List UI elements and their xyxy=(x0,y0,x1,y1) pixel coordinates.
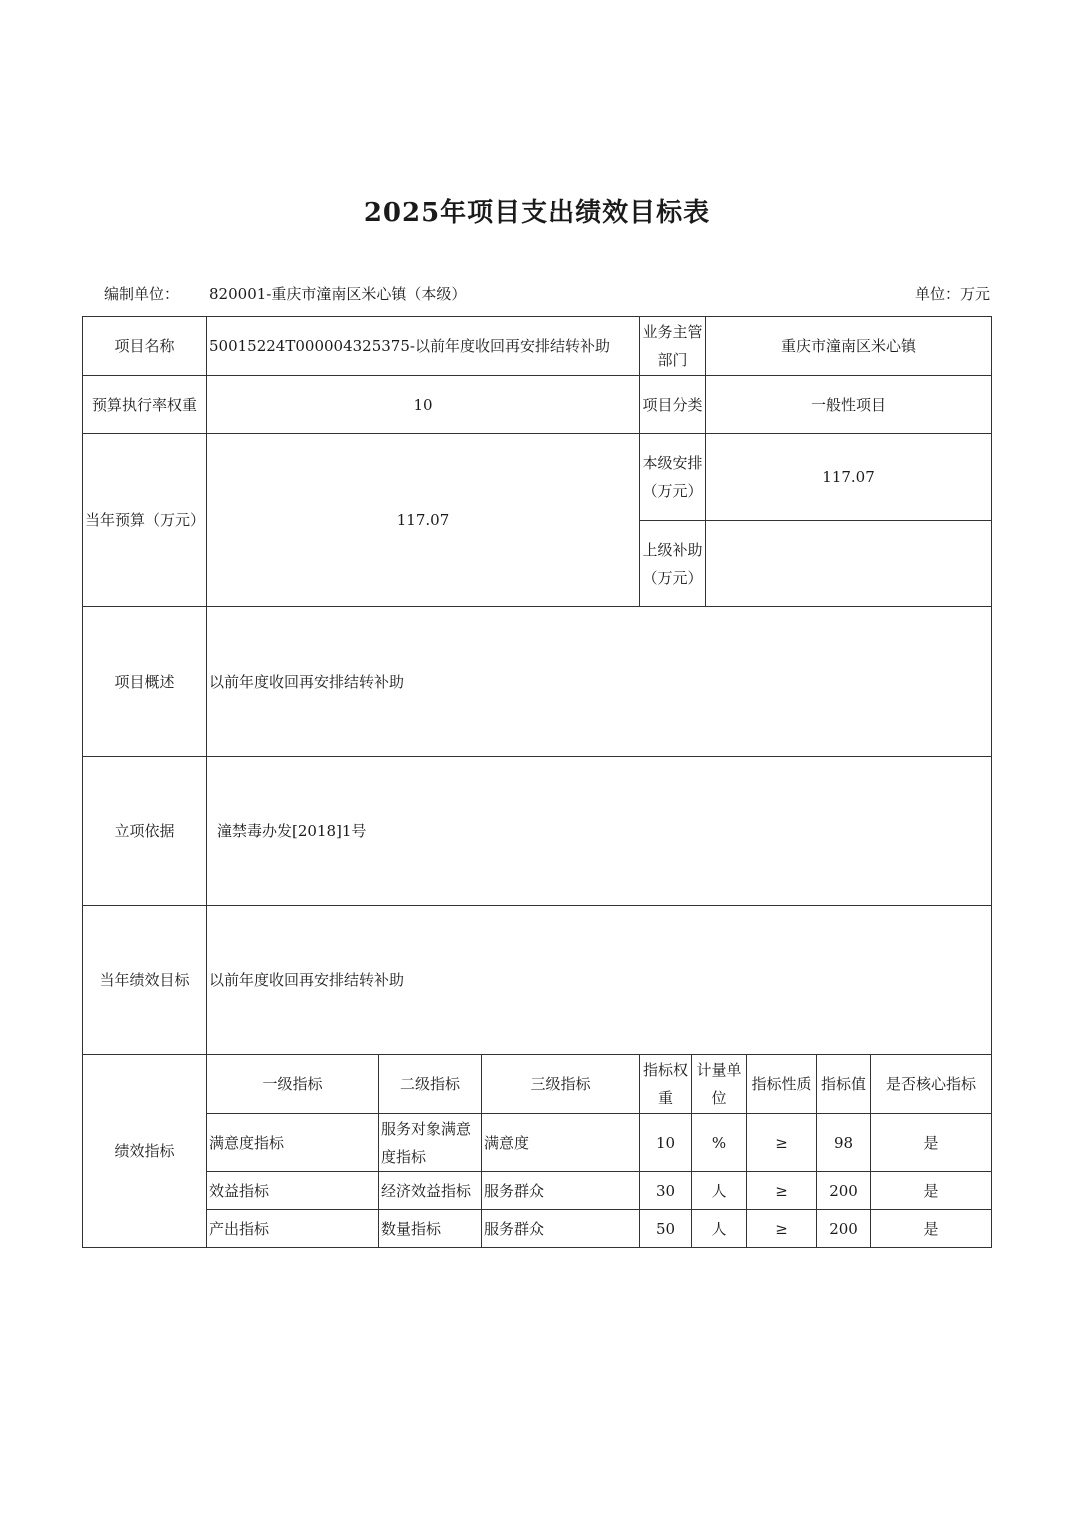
upper-label: 上级补助（万元） xyxy=(640,521,706,607)
performance-table xyxy=(82,316,992,1248)
org-value: 820001-重庆市潼南区米心镇（本级） xyxy=(209,285,467,303)
column-header: 指标性质 xyxy=(747,1055,817,1114)
indicator-header-row xyxy=(83,1055,992,1114)
table-cell: ≥ xyxy=(747,1172,817,1210)
table-cell: 经济效益指标 xyxy=(379,1172,482,1210)
table-cell: 效益指标 xyxy=(207,1172,379,1210)
weight-label: 预算执行率权重 xyxy=(83,376,207,434)
table-cell: 产出指标 xyxy=(207,1210,379,1248)
local-value: 117.07 xyxy=(706,434,992,521)
category-value: 一般性项目 xyxy=(706,376,992,434)
table-cell: 50 xyxy=(640,1210,692,1248)
local-label: 本级安排（万元） xyxy=(640,434,706,521)
table-cell: 满意度 xyxy=(482,1114,640,1172)
table-cell: 人 xyxy=(692,1172,747,1210)
org-label: 编制单位： xyxy=(104,285,180,303)
weight-value: 10 xyxy=(207,376,640,434)
indicators-label: 绩效指标 xyxy=(83,1055,207,1248)
basis-label: 立项依据 xyxy=(83,757,207,906)
table-cell: 200 xyxy=(817,1210,871,1248)
table-row xyxy=(83,1172,992,1210)
table-cell: ≥ xyxy=(747,1210,817,1248)
column-header: 三级指标 xyxy=(482,1055,640,1114)
org-info xyxy=(104,283,466,304)
table-cell: 服务群众 xyxy=(482,1172,640,1210)
table-cell: 30 xyxy=(640,1172,692,1210)
column-header: 指标权重 xyxy=(640,1055,692,1114)
table-cell: % xyxy=(692,1114,747,1172)
page-title: 2025年项目支出绩效目标表 xyxy=(363,198,711,228)
table-cell: 人 xyxy=(692,1210,747,1248)
column-header: 指标值 xyxy=(817,1055,871,1114)
table-row xyxy=(83,757,992,906)
goal-value: 以前年度收回再安排结转补助 xyxy=(207,906,992,1055)
table-row xyxy=(83,1114,992,1172)
budget-value: 117.07 xyxy=(207,434,640,607)
unit-label: 单位：万元 xyxy=(914,285,990,303)
dept-value: 重庆市潼南区米心镇 xyxy=(706,317,992,376)
goal-label: 当年绩效目标 xyxy=(83,906,207,1055)
table-row xyxy=(83,317,992,376)
table-cell: 是 xyxy=(871,1172,992,1210)
table-cell: 10 xyxy=(640,1114,692,1172)
column-header: 一级指标 xyxy=(207,1055,379,1114)
column-header: 二级指标 xyxy=(379,1055,482,1114)
upper-value xyxy=(706,521,992,607)
table-cell: 98 xyxy=(817,1114,871,1172)
project-name-label: 项目名称 xyxy=(83,317,207,376)
table-cell: 数量指标 xyxy=(379,1210,482,1248)
table-row xyxy=(83,376,992,434)
table-cell: 服务群众 xyxy=(482,1210,640,1248)
table-cell: 是 xyxy=(871,1210,992,1248)
category-label: 项目分类 xyxy=(640,376,706,434)
column-header: 计量单位 xyxy=(692,1055,747,1114)
table-row xyxy=(83,434,992,521)
overview-label: 项目概述 xyxy=(83,607,207,757)
table-cell: ≥ xyxy=(747,1114,817,1172)
budget-label: 当年预算（万元） xyxy=(83,434,207,607)
dept-label: 业务主管部门 xyxy=(640,317,706,376)
table-row xyxy=(83,607,992,757)
table-cell: 满意度指标 xyxy=(207,1114,379,1172)
table-cell: 服务对象满意度指标 xyxy=(379,1114,482,1172)
column-header: 是否核心指标 xyxy=(871,1055,992,1114)
table-cell: 200 xyxy=(817,1172,871,1210)
table-cell: 是 xyxy=(871,1114,992,1172)
basis-value: 潼禁毒办发[2018]1号 xyxy=(207,757,992,906)
overview-value: 以前年度收回再安排结转补助 xyxy=(207,607,992,757)
table-row xyxy=(83,1210,992,1248)
table-row xyxy=(83,906,992,1055)
project-name: 50015224T000004325375-以前年度收回再安排结转补助 xyxy=(207,317,640,376)
